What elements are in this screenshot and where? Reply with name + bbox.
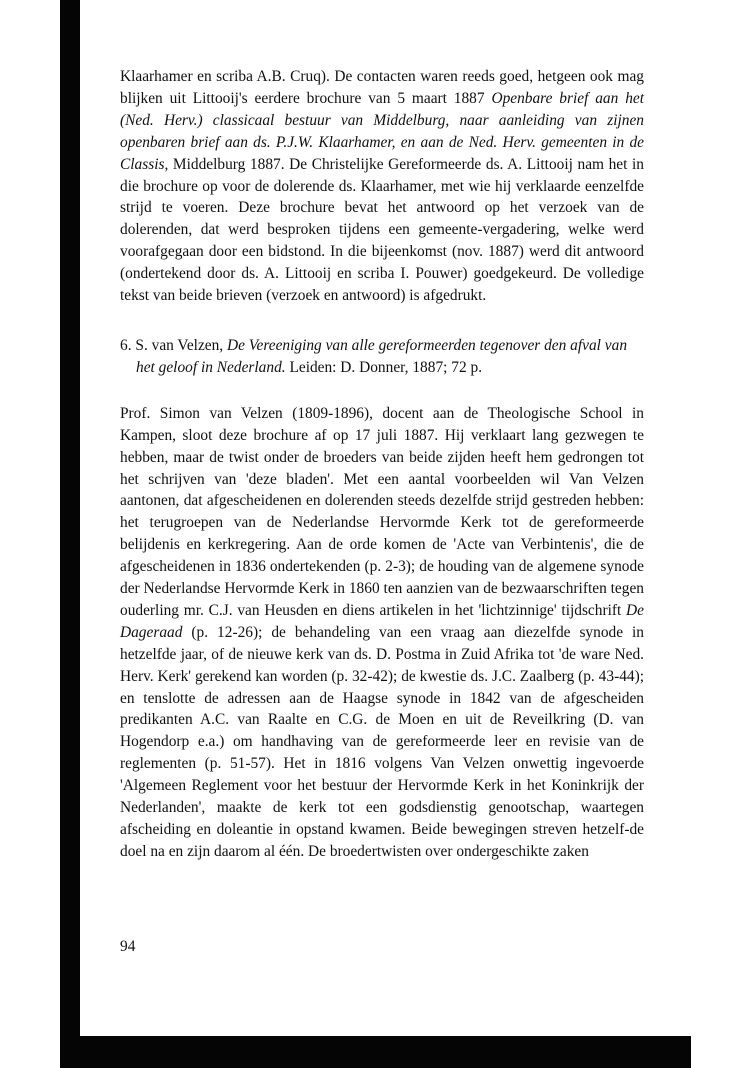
scan-edge-bottom <box>60 1036 691 1068</box>
reference-entry-segment: De Vereeniging van alle gereformeerden tegenover den afval van het geloof in Nederland. <box>136 336 628 376</box>
continuation-paragraph-segment: Openbare brief aan het (Ned. Herv.) classicaal bestuur van Middelburg, naar aanleiding van zijnen openbaren brief aan ds. P.J.W. Klaarhamer, en aan de Ned. Herv. gemeenten in de Classis <box>120 89 644 173</box>
continuation-paragraph <box>120 66 644 307</box>
page-number: 94 <box>120 938 136 955</box>
reference-entry <box>120 335 644 379</box>
continuation-paragraph-segment: , Middelburg 1887. De Christelijke Gereformeerde ds. A. Littooij nam het in die brochure op voor de dolerende ds. Klaarhamer, met wie hij verklaarde eenzelfde strijd te voeren. Deze brochure bevat het antwoord op het verzoek van de dolerenden, dat werd besproken tijdens een gemeente-vergadering, welke werd voorafgegaan door een bidstond. In die bijeenkomst (nov. 1887) werd dit antwoord (ondertekend door ds. A. Littooij en scriba I. Pouwer) goedgekeurd. De volledige tekst van beide brieven (verzoek en antwoord) is afgedrukt. <box>120 155 644 305</box>
spacer <box>120 379 644 403</box>
description-paragraph-segment: De Dageraad <box>120 601 644 641</box>
reference-entry-segment: Leiden: D. Donner, 1887; 72 p. <box>285 358 483 376</box>
description-paragraph-segment: Prof. Simon van Velzen (1809-1896), docent aan de Theologische School in Kampen, sloot deze brochure af op 17 juli 1887. Hij verklaart lang gezwegen te hebben, maar de twist onder de broeders van beide zijden heeft hem gedrongen tot het schrijven van 'deze bladen'. Met een aantal voorbeelden wil Van Velzen aantonen, dat afgescheidenen en dolerenden steeds dezelfde strijd gestreden hebben: het terugroepen van de Nederlandse Hervormde Kerk tot de gereformeerde belijdenis en kerkregering. Aan de orde komen de 'Acte van Verbintenis', die de afgescheidenen in 1836 ondertekenden (p. 2-3); de houding van de algemene synode der Nederlandse Hervormde Kerk in 1860 ten aanzien van de bezwaarschriften tegen ouderling mr. C.J. van Heusden en diens artikelen in het 'lichtzinnige' tijdschrift <box>120 404 644 619</box>
description-paragraph-segment: (p. 12-26); de behandeling van een vraag aan diezelfde synode in hetzelfde jaar, of de nieuwe kerk van ds. D. Postma in Zuid Afrika tot 'de ware Ned. Herv. Kerk' gerekend kan worden (p. 32-42); de kwestie ds. J.C. Zaalberg (p. 43-44); en tenslotte de adressen aan de Haagse synode in 1842 van de afgescheiden predikanten A.C. van Raalte en C.G. de Moen en uit de Reveilkring (D. van Hogendorp e.a.) om handhaving van de gereformeerde leer en revisie van de reglementen (p. 51-57). Het in 1816 volgens Van Velzen onwettig ingevoerde 'Algemeen Reglement voor het bestuur der Hervormde Kerk in het Koninkrijk der Nederlanden', maakte de kerk tot een godsdienstig genootschap, waartegen afscheiding en doleantie in opstand kwamen. Beide bewegingen streven hetzelf-de doel na en zijn daarom al één. De broedertwisten over ondergeschikte zaken <box>120 623 644 860</box>
continuation-paragraph-segment: Klaarhamer en scriba A.B. Cruq). De contacten waren reeds goed, hetgeen ook mag blijken uit Littooij's eerdere brochure van 5 maart 1887 <box>120 68 644 107</box>
page-body <box>120 66 644 863</box>
description-paragraph <box>120 403 644 863</box>
reference-entry-segment: 6. S. van Velzen, <box>120 336 228 354</box>
scan-edge-left <box>60 0 80 1068</box>
